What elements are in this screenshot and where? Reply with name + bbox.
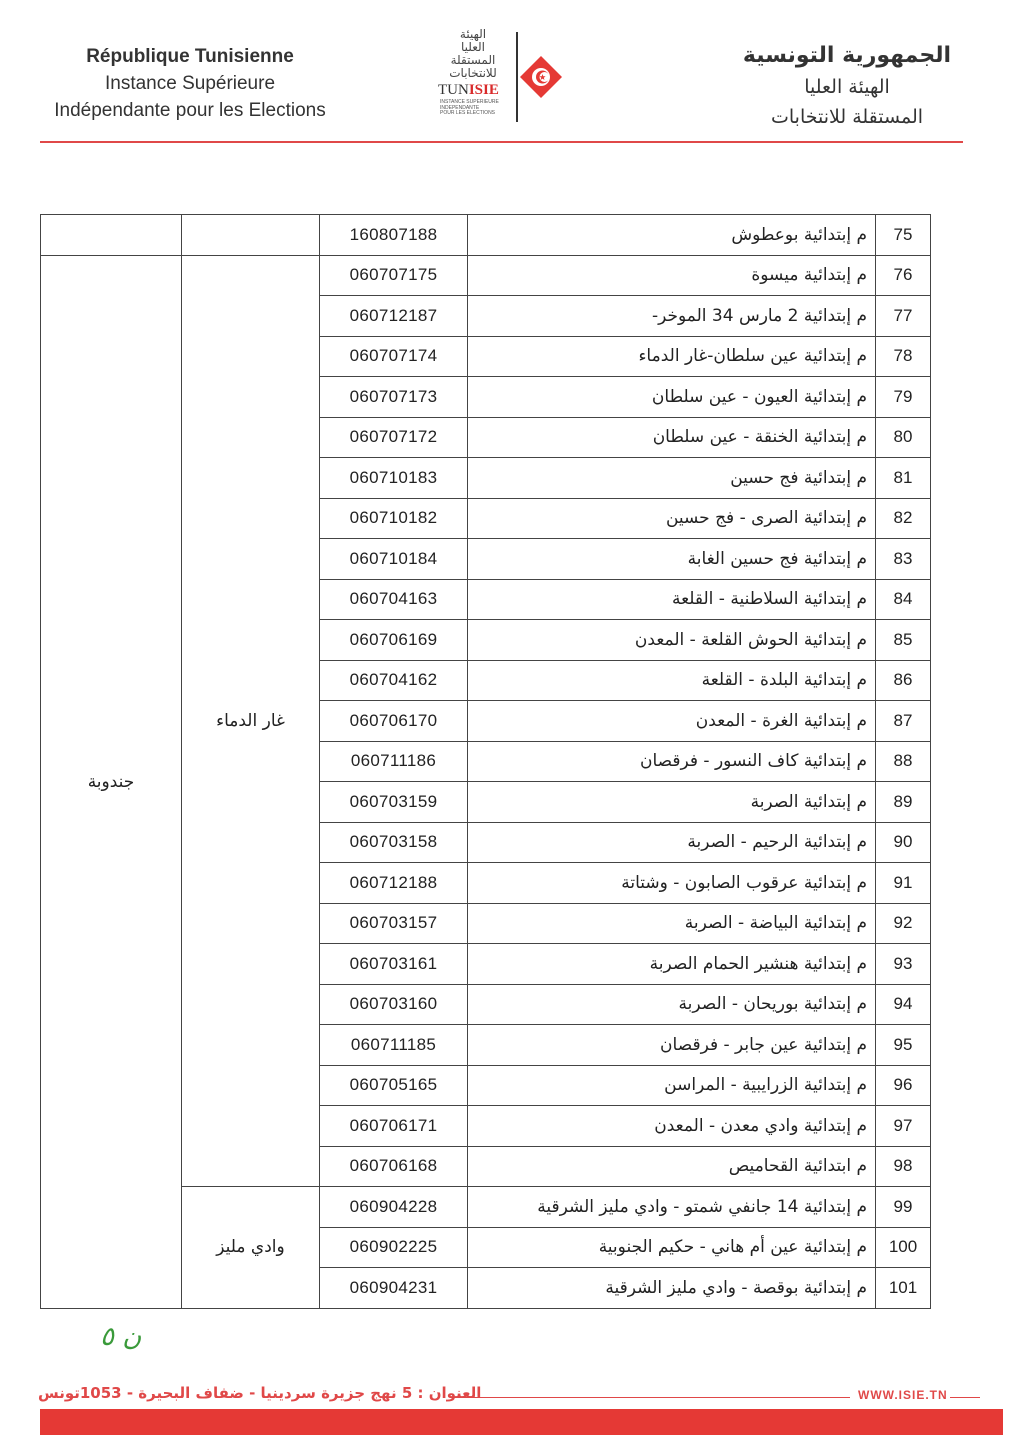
row-number: 98 bbox=[876, 1146, 931, 1187]
row-number: 91 bbox=[876, 863, 931, 904]
row-school-name: م إبتدائية هنشير الحمام الصربة bbox=[468, 944, 876, 985]
row-school-name: م إبتدائية عين أم هاني - حكيم الجنوبية bbox=[468, 1227, 876, 1268]
row-school-name: م ابتدائية القحاميص bbox=[468, 1146, 876, 1187]
delegation-cell-continued bbox=[182, 215, 320, 256]
header-arabic-republic: الجمهورية التونسية bbox=[742, 43, 952, 68]
logo-arabic-text: الهيئة العليا المستقلة للانتخابات bbox=[449, 27, 497, 80]
row-code: 060710184 bbox=[320, 539, 468, 580]
row-number: 100 bbox=[876, 1227, 931, 1268]
row-code: 060703161 bbox=[320, 944, 468, 985]
row-school-name: م إبتدائية كاف النسور - فرقصان bbox=[468, 741, 876, 782]
row-code: 060706170 bbox=[320, 701, 468, 742]
row-code: 060712187 bbox=[320, 296, 468, 337]
row-school-name: م إبتدائية ميسوة bbox=[468, 255, 876, 296]
table-row bbox=[41, 215, 931, 256]
row-number: 89 bbox=[876, 782, 931, 823]
row-school-name: م إبتدائية فج حسين الغابة bbox=[468, 539, 876, 580]
row-code: 060710182 bbox=[320, 498, 468, 539]
header-instance: Instance Supérieure bbox=[104, 73, 276, 94]
header-arabic-independent: المستقلة للانتخابات bbox=[770, 106, 924, 128]
row-code: 060707172 bbox=[320, 417, 468, 458]
governorate-cell-continued bbox=[41, 215, 182, 256]
row-number: 90 bbox=[876, 822, 931, 863]
row-school-name: م إبتدائية الصربة bbox=[468, 782, 876, 823]
row-number: 94 bbox=[876, 984, 931, 1025]
row-school-name: م إبتدائية بوقصة - وادي مليز الشرقية bbox=[468, 1268, 876, 1309]
logo-brand: TUNISIE bbox=[438, 82, 499, 98]
row-school-name: م إبتدائية الصرى - فج حسين bbox=[468, 498, 876, 539]
logo-french-text: INSTANCE SUPERIEURE INDEPENDANTE POUR LES ELECTIONS bbox=[440, 99, 499, 116]
row-school-name: م إبتدائية عرقوب الصابون - وشتاتة bbox=[468, 863, 876, 904]
row-school-name: م إبتدائية الغرة - المعدن bbox=[468, 701, 876, 742]
header-republic: République Tunisienne bbox=[86, 46, 294, 67]
handwritten-note: ن ٥ bbox=[100, 1322, 142, 1352]
row-school-name: م إبتدائية بوعطوش bbox=[468, 215, 876, 256]
row-school-name: م إبتدائية الزرايبية - المراسن bbox=[468, 1065, 876, 1106]
row-code: 060707174 bbox=[320, 336, 468, 377]
row-code: 060703160 bbox=[320, 984, 468, 1025]
governorate-cell: جندوبة bbox=[41, 255, 182, 1308]
polling-centers-table bbox=[40, 214, 931, 1309]
row-number: 85 bbox=[876, 620, 931, 661]
footer-line-right bbox=[950, 1397, 980, 1398]
row-school-name: م إبتدائية فج حسين bbox=[468, 458, 876, 499]
header-divider bbox=[40, 141, 963, 143]
row-code: 060904231 bbox=[320, 1268, 468, 1309]
row-code: 060706168 bbox=[320, 1146, 468, 1187]
row-number: 93 bbox=[876, 944, 931, 985]
row-code: 060706169 bbox=[320, 620, 468, 661]
row-school-name: م إبتدائية بوريحان - الصربة bbox=[468, 984, 876, 1025]
row-code: 060710183 bbox=[320, 458, 468, 499]
tunisian-flag-icon bbox=[518, 54, 564, 100]
row-code: 060712188 bbox=[320, 863, 468, 904]
row-school-name: م إبتدائية الخنقة - عين سلطان bbox=[468, 417, 876, 458]
row-number: 88 bbox=[876, 741, 931, 782]
row-number: 87 bbox=[876, 701, 931, 742]
row-code: 160807188 bbox=[320, 215, 468, 256]
row-number: 79 bbox=[876, 377, 931, 418]
row-number: 96 bbox=[876, 1065, 931, 1106]
footer-address: العنوان : 5 نهج جزيرة سردينيا - ضفاف البحيرة - 1053تونس bbox=[38, 1384, 482, 1402]
row-number: 80 bbox=[876, 417, 931, 458]
row-school-name: م إبتدائية الحوش القلعة - المعدن bbox=[468, 620, 876, 661]
footer-line-center bbox=[450, 1397, 850, 1398]
row-school-name: م إبتدائية 2 مارس 34 الموخر- bbox=[468, 296, 876, 337]
row-number: 76 bbox=[876, 255, 931, 296]
table-body bbox=[41, 215, 931, 1309]
row-number: 77 bbox=[876, 296, 931, 337]
row-code: 060703158 bbox=[320, 822, 468, 863]
row-school-name: م إبتدائية السلاطنية - القلعة bbox=[468, 579, 876, 620]
row-code: 060707173 bbox=[320, 377, 468, 418]
row-school-name: م إبتدائية 14 جانفي شمتو - وادي مليز الشرقية bbox=[468, 1187, 876, 1228]
footer-bar bbox=[40, 1409, 1003, 1435]
row-number: 78 bbox=[876, 336, 931, 377]
row-code: 060704162 bbox=[320, 660, 468, 701]
row-code: 060707175 bbox=[320, 255, 468, 296]
row-school-name: م إبتدائية عين سلطان-غار الدماء bbox=[468, 336, 876, 377]
header-arabic-instance: الهيئة العليا bbox=[804, 76, 890, 98]
row-code: 060711185 bbox=[320, 1025, 468, 1066]
row-school-name: م إبتدائية البياضة - الصربة bbox=[468, 903, 876, 944]
header-arabic-block bbox=[732, 40, 962, 132]
row-school-name: م إبتدائية الرحيم - الصربة bbox=[468, 822, 876, 863]
table-row bbox=[41, 255, 931, 296]
row-number: 99 bbox=[876, 1187, 931, 1228]
row-code: 060703159 bbox=[320, 782, 468, 823]
row-school-name: م إبتدائية عين جابر - فرقصان bbox=[468, 1025, 876, 1066]
row-code: 060711186 bbox=[320, 741, 468, 782]
row-code: 060902225 bbox=[320, 1227, 468, 1268]
row-number: 84 bbox=[876, 579, 931, 620]
delegation-cell: وادي مليز bbox=[182, 1187, 320, 1309]
delegation-cell: غار الدماء bbox=[182, 255, 320, 1187]
header-french-block bbox=[40, 44, 340, 124]
footer-website: WWW.ISIE.TN bbox=[858, 1388, 948, 1402]
row-number: 95 bbox=[876, 1025, 931, 1066]
row-school-name: م إبتدائية العيون - عين سلطان bbox=[468, 377, 876, 418]
row-code: 060703157 bbox=[320, 903, 468, 944]
row-number: 86 bbox=[876, 660, 931, 701]
row-number: 81 bbox=[876, 458, 931, 499]
row-number: 101 bbox=[876, 1268, 931, 1309]
row-number: 75 bbox=[876, 215, 931, 256]
row-number: 82 bbox=[876, 498, 931, 539]
row-number: 97 bbox=[876, 1106, 931, 1147]
row-number: 83 bbox=[876, 539, 931, 580]
row-code: 060705165 bbox=[320, 1065, 468, 1106]
row-school-name: م إبتدائية وادي معدن - المعدن bbox=[468, 1106, 876, 1147]
row-code: 060706171 bbox=[320, 1106, 468, 1147]
row-school-name: م إبتدائية البلدة - القلعة bbox=[468, 660, 876, 701]
isie-logo bbox=[430, 24, 570, 124]
row-code: 060904228 bbox=[320, 1187, 468, 1228]
header-independante: Indépendante pour les Elections bbox=[54, 100, 326, 121]
row-code: 060704163 bbox=[320, 579, 468, 620]
row-number: 92 bbox=[876, 903, 931, 944]
